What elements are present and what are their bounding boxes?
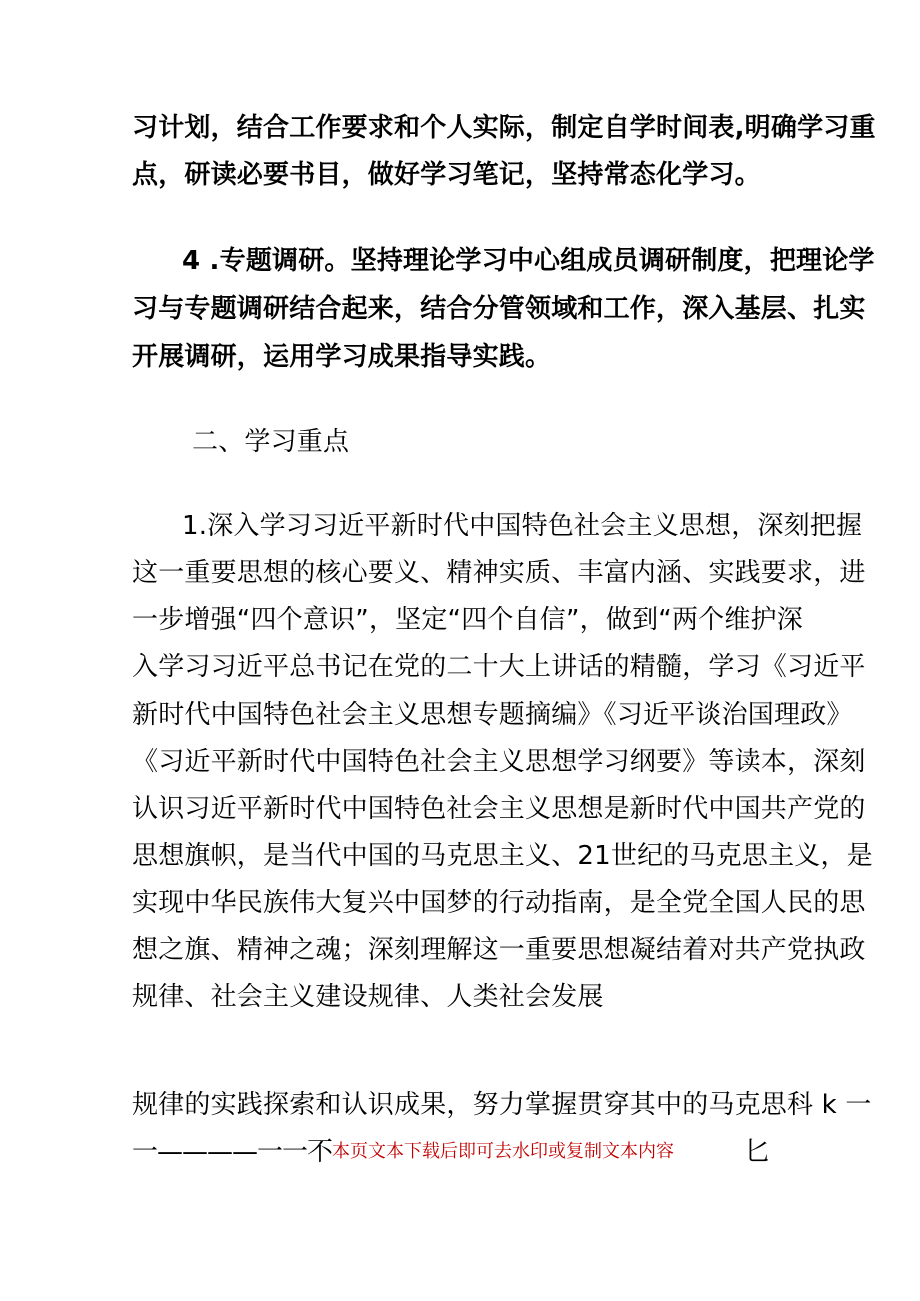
paragraph-3-line-7: 认识习近平新时代中国特色社会主义思想是新时代中国共产党的 — [132, 794, 866, 824]
paragraph-2-line-1: 4 .专题调研。坚持理论学习中心组成员调研制度，把理论学 — [182, 246, 875, 276]
paragraph-3-line-6: 《习近平新时代中国特色社会主义思想学习纲要》等读本，深刻 — [132, 747, 866, 777]
corner-glyph: 匕 — [744, 1137, 771, 1167]
paragraph-4-line-1: 规律的实践探索和认识成果，努力掌握贯穿其中的马克思科 k 一 — [132, 1090, 872, 1120]
paragraph-3-line-3: 一步增强“四个意识”，坚定“四个自信”，做到“两个维护深 — [132, 605, 803, 635]
section-heading: 二、学习重点 — [192, 427, 350, 457]
paragraph-3-line-2: 这一重要思想的核心要义、精神实质、丰富内涵、实践要求，进 — [132, 558, 866, 588]
footer-dashes: 一————一一不 — [132, 1137, 333, 1167]
paragraph-3-line-11: 规律、社会主义建设规律、人类社会发展 — [132, 982, 604, 1012]
paragraph-2-line-3: 开展调研，运用学习成果指导实践。 — [132, 342, 552, 372]
paragraph-1-line-2: 点，研读必要书目，做好学习笔记，坚持常态化学习。 — [132, 160, 761, 190]
paragraph-1-line-1: 习计划，结合工作要求和个人实际，制定自学时间表,明确学习重 — [132, 113, 876, 143]
footer-line — [132, 1134, 792, 1170]
paragraph-2-line-2: 习与专题调研结合起来，结合分管领域和工作，深入基层、扎实 — [132, 294, 866, 324]
paragraph-3-line-10: 想之旗、精神之魂；深刻理解这一重要思想凝结着对共产党执政 — [132, 935, 866, 965]
watermark-notice[interactable]: 本页文本下载后即可去水印或复制文本内容 — [332, 1141, 675, 1162]
paragraph-3-line-8: 思想旗帜，是当代中国的马克思主义、21世纪的马克思主义，是 — [132, 841, 873, 871]
paragraph-3-line-4: 入学习习近平总书记在党的二十大上讲话的精髓，学习《习近平 — [132, 652, 866, 682]
paragraph-3-line-1: 1.深入学习习近平新时代中国特色社会主义思想，深刻把握 — [182, 511, 863, 541]
paragraph-3-line-5: 新时代中国特色社会主义思想专题摘编》《习近平谈治国理政》 — [132, 700, 853, 730]
paragraph-3-line-9: 实现中华民族伟大复兴中国梦的行动指南，是全党全国人民的思 — [132, 888, 866, 918]
